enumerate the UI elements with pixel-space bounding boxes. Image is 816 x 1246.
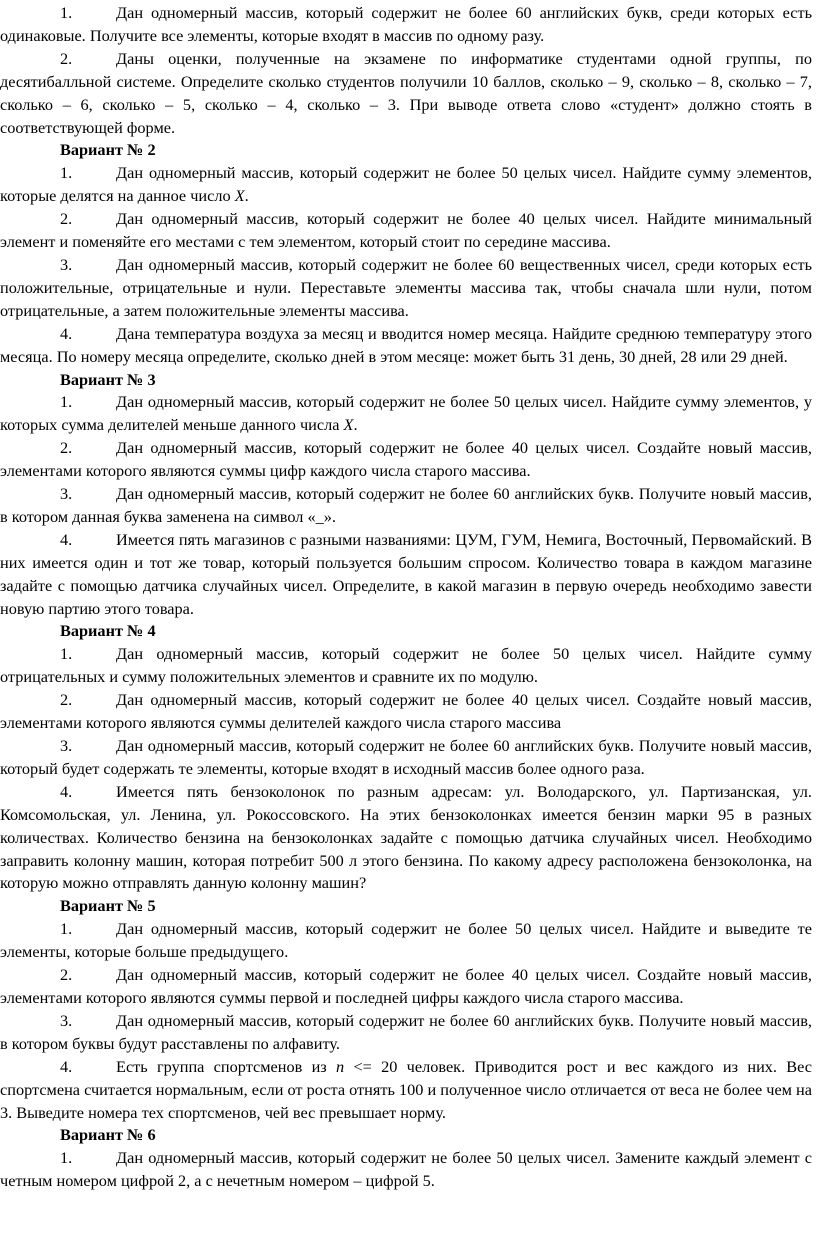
task-paragraph — [0, 162, 812, 208]
task-text: Дан одномерный массив, который содержит не более 60 вещественных чисел, среди которых есть положительные, отрицательные и нули. Переставьте элементы массива так, чтобы сначала шли нули, потом отрицательные, а затем положительные элементы массива. — [0, 254, 812, 320]
task-number: 3. — [60, 1010, 73, 1030]
task-text: Дана температура воздуха за месяц и вводится номер месяца. Найдите среднюю температуру этого месяца. По номеру месяца определите, сколько дней в этом месяце: может быть 31 день, 30 дней, 28 или 29 дней. — [0, 323, 812, 366]
task-text: <= 20 человек. Приводится рост и вес каждого из них. Вес спортсмена считается нормальным, если от роста отнять 100 и полученное число отличается от веса не более чем на 3. Выведите номера тех спортсменов, чей вес превышает норму. — [0, 1056, 813, 1122]
task-number: 2. — [60, 438, 73, 458]
task-text: Дан одномерный массив, который содержит не более 40 целых чисел. Найдите минимальный элемент и поменяйте его местами с тем элементом, который стоит по середине массива. — [0, 209, 812, 252]
task-text: Дан одномерный массив, который содержит не более 40 целых чисел. Создайте новый массив, элементами которого являются суммы делителей каждого числа старого массива — [0, 690, 812, 733]
task-text: Дан одномерный массив, который содержит не более 40 целых чисел. Создайте новый массив, элементами которого являются суммы первой и последней цифры каждого числа старого массива. — [0, 965, 812, 1007]
task-number: 1. — [60, 392, 73, 412]
task-paragraph — [0, 254, 812, 323]
task-text: . — [353, 415, 358, 435]
task-number: 3. — [60, 736, 73, 755]
variant-heading: Вариант № 5 — [60, 896, 156, 916]
task-paragraph — [0, 323, 812, 369]
variable-x: X — [343, 415, 354, 435]
task-number: 4. — [60, 1056, 73, 1076]
variant-heading: Вариант № 2 — [60, 140, 156, 160]
task-paragraph — [0, 964, 812, 1010]
task-paragraph — [0, 48, 812, 140]
variable-n: n — [336, 1056, 345, 1076]
task-number: 1. — [60, 919, 73, 939]
task-number: 1. — [60, 3, 73, 22]
task-paragraph — [0, 1147, 812, 1193]
task-paragraph — [0, 781, 812, 896]
task-paragraph — [0, 689, 812, 735]
task-paragraph — [0, 529, 812, 621]
task-text: Имеется пять бензоколонок по разным адресам: ул. Володарского, ул. Партизанская, ул. Комсомольская, ул. Ленина, ул. Рокоссовского. На этих бензоколонках имеется бензин марки 95 в разных количествах. Количество бензина на бензоколонках задайте с помощью датчика случайных чисел. Необходимо заправить колонну машин, которая потребит 500 л этого бензина. По какому адресу расположена бензоколонка, на которую можно отправлять данную колонну машин? — [0, 781, 812, 893]
task-text: Дан одномерный массив, который содержит не более 60 английских букв, среди которых есть одинаковые. Получите все элементы, которые входят в массив по одному разу. — [0, 3, 812, 45]
task-paragraph — [0, 483, 812, 529]
variable-x: X — [234, 186, 245, 206]
task-number: 4. — [60, 529, 73, 549]
task-number: 1. — [60, 163, 73, 183]
variant-heading: Вариант № 6 — [60, 1125, 156, 1145]
task-number: 2. — [60, 690, 73, 710]
task-text: Даны оценки, полученные на экзамене по информатике студентами одной группы, по десятибалльной системе. Определите сколько студентов получили 10 баллов, сколько – 9, сколько – 8, сколько – 7, сколько – 6, сколько – 5, сколько – 4, сколько – 3. При выводе ответа слово «студент» должно стоять в соответствующей форме. — [0, 48, 812, 137]
task-number: 4. — [60, 323, 73, 343]
task-number: 3. — [60, 254, 73, 274]
task-paragraph — [0, 1010, 812, 1056]
task-paragraph — [0, 2, 812, 48]
task-text: Дан одномерный массив, который содержит не более 60 английских букв. Получите новый массив, который будет содержать те элементы, которые входят в исходный массив более одного раза. — [0, 736, 812, 778]
task-number: 3. — [60, 484, 73, 504]
task-paragraph — [0, 437, 812, 483]
task-text: . — [244, 186, 249, 206]
task-text: Дан одномерный массив, который содержит не более 50 целых чисел. Найдите и выведите те элементы, которые больше предыдущего. — [0, 919, 812, 962]
task-number: 2. — [60, 965, 73, 985]
task-paragraph — [0, 735, 812, 781]
task-text: Имеется пять магазинов с разными названиями: ЦУМ, ГУМ, Немига, Восточный, Первомайский. В них имеется один и тот же товар, который пользуется большим спросом. Количество товара в каждом магазине задайте с помощью датчика случайных чисел. Определите, в какой магазин в первую очередь необходимо завести новую партию этого товара. — [0, 529, 812, 618]
task-number: 1. — [60, 1148, 73, 1168]
task-number: 2. — [60, 48, 73, 68]
task-paragraph — [0, 1056, 812, 1125]
task-text: Дан одномерный массив, который содержит не более 60 английских букв. Получите новый массив, в котором буквы будут расставлены по алфавиту. — [0, 1010, 812, 1053]
task-text: Есть группа спортсменов из — [116, 1056, 337, 1076]
task-paragraph — [0, 643, 812, 689]
task-paragraph — [0, 391, 812, 437]
task-number: 1. — [60, 644, 73, 664]
task-paragraph — [0, 208, 812, 254]
task-number: 4. — [60, 781, 73, 801]
task-text: Дан одномерный массив, который содержит не более 40 целых чисел. Создайте новый массив, элементами которого являются суммы цифр каждого числа старого массива. — [0, 438, 812, 481]
task-text: Дан одномерный массив, который содержит не более 60 английских букв. Получите новый массив, в котором данная буква заменена на символ «_». — [0, 484, 812, 526]
task-number: 2. — [60, 209, 73, 229]
variant-heading: Вариант № 4 — [60, 621, 156, 641]
variant-heading: Вариант № 3 — [60, 369, 156, 389]
task-text: Дан одномерный массив, который содержит не более 50 целых чисел. Найдите сумму элементов, у которых сумма делителей меньше данного числа — [0, 392, 812, 435]
task-text: Дан одномерный массив, который содержит не более 50 целых чисел. Найдите сумму отрицательных и сумму положительных элементов и сравните их по модулю. — [0, 644, 812, 687]
task-text: Дан одномерный массив, который содержит не более 50 целых чисел. Найдите сумму элементов, которые делятся на данное число — [0, 163, 812, 206]
task-paragraph — [0, 918, 812, 964]
task-text: Дан одномерный массив, который содержит не более 50 целых чисел. Замените каждый элемент с четным номером цифрой 2, а с нечетным номером – цифрой 5. — [0, 1148, 812, 1191]
